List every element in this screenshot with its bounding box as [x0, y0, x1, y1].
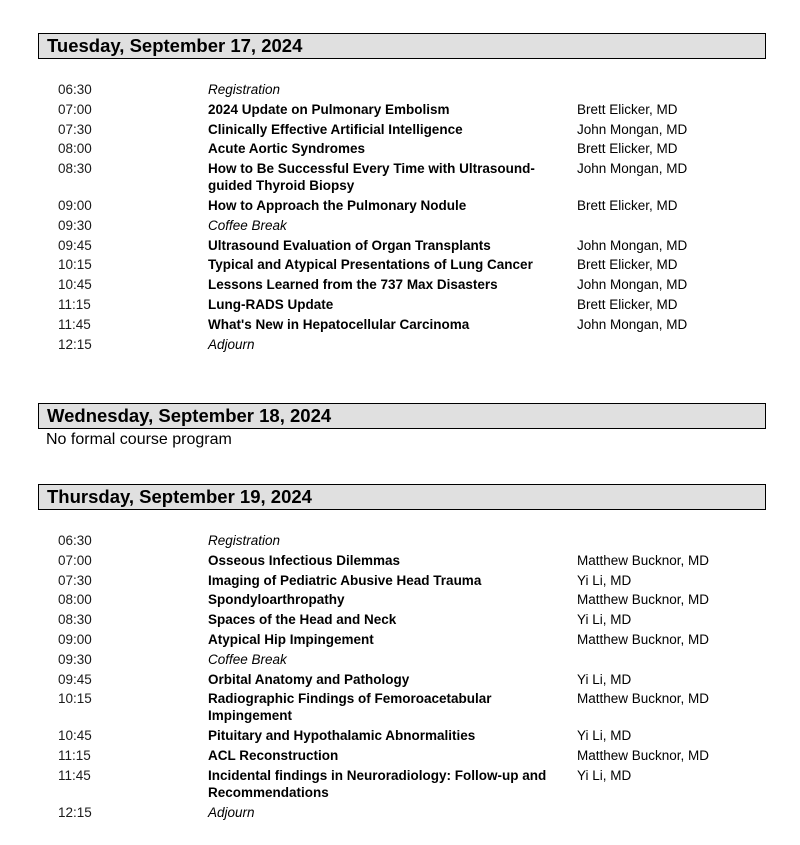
session-title: Imaging of Pediatric Abusive Head Trauma	[208, 572, 482, 588]
schedule-row	[38, 237, 766, 254]
session-time: 11:45	[58, 316, 91, 332]
session-time: 07:00	[58, 101, 92, 117]
session-speaker: Yi Li, MD	[577, 572, 632, 588]
schedule-row	[38, 160, 766, 194]
session-title: ACL Reconstruction	[208, 747, 339, 763]
session-time: 10:45	[58, 728, 92, 744]
session-speaker: John Mongan, MD	[577, 277, 688, 293]
session-time: 11:15	[58, 296, 91, 312]
session-title: Typical and Atypical Presentations of Lung Cancer	[208, 257, 533, 273]
session-time: 08:00	[58, 141, 92, 157]
schedule-row	[38, 316, 766, 333]
session-time: 10:45	[58, 277, 92, 293]
session-time: 07:30	[58, 572, 92, 588]
session-time: 09:30	[58, 217, 92, 233]
session-speaker: Matthew Bucknor, MD	[577, 592, 710, 608]
schedule-row	[38, 591, 766, 608]
session-speaker: Brett Elicker, MD	[577, 141, 678, 157]
day-header: Thursday, September 19, 2024	[38, 484, 766, 510]
session-title: Spaces of the Head and Neck	[208, 612, 397, 628]
session-time: 06:30	[58, 82, 92, 97]
session-title: Acute Aortic Syndromes	[208, 141, 366, 157]
schedule-row	[38, 296, 766, 313]
session-speaker: Matthew Bucknor, MD	[577, 631, 710, 647]
session-time: 08:30	[58, 612, 92, 628]
session-title: Lung-RADS Update	[208, 296, 334, 312]
day-section-tuesday	[38, 33, 766, 355]
session-time: 08:30	[58, 161, 92, 177]
day-note: No formal course program	[46, 431, 232, 448]
day-section-thursday	[38, 484, 766, 823]
session-time: 12:15	[58, 804, 92, 820]
session-title: How to Be Successful Every Time with Ultrasound-guided Thyroid Biopsy	[208, 161, 535, 194]
session-title: Incidental findings in Neuroradiology: Follow-up and Recommendations	[208, 767, 547, 800]
session-title: Spondyloarthropathy	[208, 592, 345, 608]
session-time: 12:15	[58, 336, 92, 352]
session-speaker: John Mongan, MD	[577, 237, 688, 253]
schedule-row	[38, 336, 766, 353]
session-time: 10:15	[58, 257, 92, 273]
session-title: Lessons Learned from the 737 Max Disasters	[208, 277, 498, 293]
schedule-row	[38, 81, 766, 98]
schedule-row	[38, 747, 766, 764]
session-speaker: Brett Elicker, MD	[577, 257, 678, 273]
session-title: Clinically Effective Artificial Intelligence	[208, 121, 463, 137]
schedule-row	[38, 256, 766, 273]
session-speaker: Brett Elicker, MD	[577, 101, 678, 117]
session-title: 2024 Update on Pulmonary Embolism	[208, 101, 450, 117]
schedule-row	[38, 671, 766, 688]
day-header: Tuesday, September 17, 2024	[38, 33, 766, 59]
session-time: 07:30	[58, 121, 92, 137]
session-time: 11:15	[58, 747, 91, 763]
session-speaker: Brett Elicker, MD	[577, 296, 678, 312]
schedule-row	[38, 651, 766, 668]
schedule-row	[38, 611, 766, 628]
session-title: How to Approach the Pulmonary Nodule	[208, 197, 467, 213]
session-speaker: Yi Li, MD	[577, 728, 632, 744]
session-title: Radiographic Findings of Femoroacetabular Impingement	[208, 691, 492, 724]
session-title: Registration	[208, 533, 281, 548]
session-speaker: John Mongan, MD	[577, 121, 688, 137]
day-section-wednesday	[38, 403, 766, 449]
day-header: Wednesday, September 18, 2024	[38, 403, 766, 429]
session-title: Osseous Infectious Dilemmas	[208, 552, 401, 568]
session-time: 06:30	[58, 533, 92, 548]
session-time: 09:45	[58, 671, 92, 687]
session-title: What's New in Hepatocellular Carcinoma	[208, 316, 470, 332]
session-title: Adjourn	[208, 804, 255, 820]
schedule-row	[38, 690, 766, 724]
session-time: 09:45	[58, 237, 92, 253]
session-time: 10:15	[58, 691, 92, 707]
session-speaker: Matthew Bucknor, MD	[577, 691, 710, 707]
session-speaker: Matthew Bucknor, MD	[577, 552, 710, 568]
session-speaker: Yi Li, MD	[577, 612, 632, 628]
session-title: Registration	[208, 82, 281, 97]
schedule-row	[38, 804, 766, 821]
session-time: 09:00	[58, 197, 92, 213]
session-speaker: Yi Li, MD	[577, 671, 632, 687]
schedule-row	[38, 631, 766, 648]
session-title: Coffee Break	[208, 217, 287, 233]
session-title: Atypical Hip Impingement	[208, 631, 374, 647]
schedule-row	[38, 572, 766, 589]
session-title: Adjourn	[208, 336, 255, 352]
schedule-row	[38, 532, 766, 549]
session-time: 09:30	[58, 651, 92, 667]
schedule-row	[38, 101, 766, 118]
session-speaker: John Mongan, MD	[577, 316, 688, 332]
session-time: 08:00	[58, 592, 92, 608]
schedule-list	[38, 81, 766, 353]
session-speaker: Yi Li, MD	[577, 767, 632, 783]
schedule-row	[38, 767, 766, 801]
session-title: Pituitary and Hypothalamic Abnormalities	[208, 728, 476, 744]
session-speaker: Matthew Bucknor, MD	[577, 747, 710, 763]
schedule-row	[38, 217, 766, 234]
schedule-row	[38, 121, 766, 138]
session-speaker: John Mongan, MD	[577, 161, 688, 177]
schedule-row	[38, 140, 766, 157]
session-title: Ultrasound Evaluation of Organ Transplants	[208, 237, 491, 253]
session-title: Orbital Anatomy and Pathology	[208, 671, 410, 687]
schedule-row	[38, 552, 766, 569]
schedule-list	[38, 532, 766, 821]
session-time: 11:45	[58, 767, 91, 783]
session-speaker: Brett Elicker, MD	[577, 197, 678, 213]
schedule-row	[38, 276, 766, 293]
session-time: 07:00	[58, 552, 92, 568]
session-title: Coffee Break	[208, 651, 287, 667]
schedule-row	[38, 727, 766, 744]
session-time: 09:00	[58, 631, 92, 647]
schedule-row	[38, 197, 766, 214]
